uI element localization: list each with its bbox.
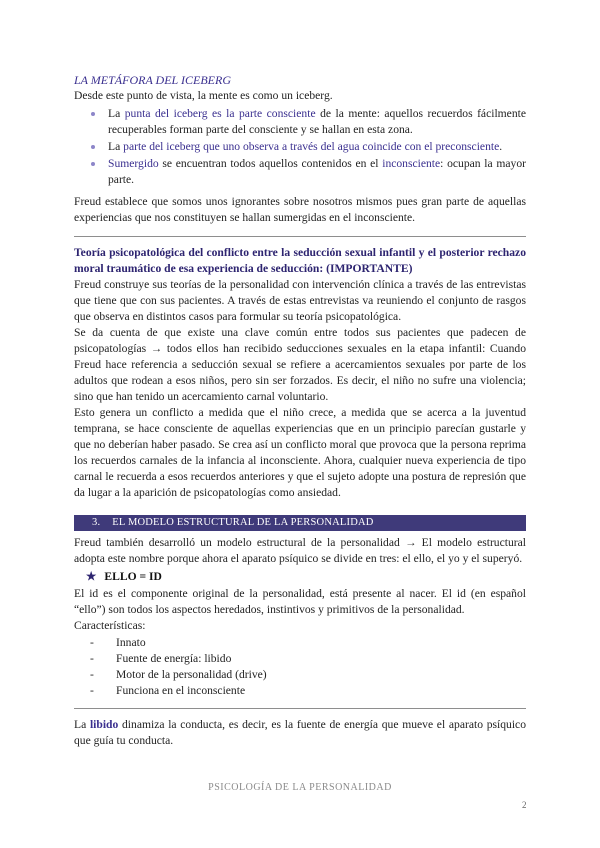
list-item: Sumergido se encuentran todos aquellos contenidos en el inconsciente: ocupan la mayor parte.: [74, 156, 526, 188]
paragraph: Se da cuenta de que existe una clave común entre todos sus pacientes que padecen de psicopatologías → todos ellos han recibido seducciones sexuales en la etapa infantil: Cuando Freud hace referencia a seducción sexual se refiere a acercamientos sexuales por parte de los adultos que rodean a esos niños, pero sin ser forzados. Es decir, el niño no sufre una violencia; sino que han tenido un acercamiento carnal voluntario.: [74, 326, 526, 403]
structural-model-intro: Freud también desarrolló un modelo estructural de la personalidad → El modelo estructural adopta este nombre porque ahora el aparato psíquico se divide en tres: el ello, el yo y el superyó.: [74, 536, 526, 565]
list-item: - Fuente de energía: libido: [90, 652, 232, 665]
iceberg-closing: Freud establece que somos unos ignorantes sobre nosotros mismos pues gran parte de aquellas experiencias que nos constituyen se hallan sumergidas en el inconsciente.: [74, 195, 526, 224]
features-label: Características:: [74, 619, 146, 632]
list-item: La punta del iceberg es la parte consciente de la mente: aquellos recuerdos fácilmente recuperables forman parte del consciente y se hallan en esta zona.: [74, 106, 526, 138]
highlight-text: punta del iceberg es la parte consciente: [124, 107, 316, 120]
star-icon: ★: [86, 570, 97, 583]
ello-heading: ★ ELLO = ID: [86, 570, 162, 583]
dash-icon: -: [90, 652, 94, 665]
highlight-text: parte del iceberg que uno observa a través del agua coincide con el preconsciente: [123, 140, 500, 153]
section-number: 3.: [92, 517, 101, 528]
highlight-text: inconsciente: [382, 157, 441, 170]
divider: [74, 708, 526, 709]
list-item: - Innato: [90, 636, 146, 649]
paragraph: Esto genera un conflicto a medida que el niño crece, a medida que se acerca a la juventud temprana, se hace consciente de aquellas experiencias que en un principio parecían gustarle y que no deberían haber pasado. Se crea así un conflicto moral que provoca que la persona reprima los recuerdos carnales de la infancia al inconsciente. Ahora, cualquier nueva experiencia de tipo carnal le recuerda a esos recuerdos anteriores y que el sujeto adopte una postura de represión que da lugar a la aparición de psicopatologías como ansiedad.: [74, 406, 526, 499]
dash-icon: -: [90, 668, 94, 681]
section-title: EL MODELO ESTRUCTURAL DE LA PERSONALIDAD: [112, 517, 374, 528]
page-footer: PSICOLOGÍA DE LA PERSONALIDAD: [208, 782, 392, 793]
iceberg-bullet-list: [74, 106, 526, 188]
seduction-theory-title: Teoría psicopatológica del conflicto entre la seducción sexual infantil y el posterior rechazo moral traumático de esa experiencia de seducción: (IMPORTANTE): [74, 246, 526, 275]
ello-description: El id es el componente original de la personalidad, está presente al nacer. El id (en español “ello”) son todos los aspectos heredados, instintivos y primitivos de la personalidad.: [74, 587, 526, 616]
divider: [74, 236, 526, 237]
iceberg-heading: LA METÁFORA DEL ICEBERG: [74, 73, 231, 87]
libido-term: libido: [89, 718, 119, 731]
libido-paragraph: La libido dinamiza la conducta, es decir, es la fuente de energía que mueve el aparato psíquico que guía tu conducta.: [74, 718, 526, 747]
bullet-dot-icon: [91, 112, 95, 116]
bullet-dot-icon: [91, 145, 95, 149]
bullet-dot-icon: [91, 162, 95, 166]
list-item: - Funciona en el inconsciente: [90, 684, 246, 697]
page-number: 2: [522, 800, 527, 810]
highlight-text: Sumergido: [108, 157, 159, 170]
section-heading-bar: [74, 515, 526, 531]
dash-icon: -: [90, 636, 94, 649]
page-content: [74, 72, 526, 749]
iceberg-intro: Desde este punto de vista, la mente es como un iceberg.: [74, 89, 333, 102]
list-item: - Motor de la personalidad (drive): [90, 668, 267, 681]
paragraph: Freud construye sus teorías de la personalidad con intervención clínica a través de las entrevistas que tiene que con sus pacientes. A través de estas entrevistas va reuniendo el conjunto de rasgos que observa en distintos casos para formular su teoría psicopatológica.: [74, 278, 526, 323]
list-item: La parte del iceberg que uno observa a través del agua coincide con el preconsciente.: [74, 139, 526, 155]
features-list: [74, 635, 526, 699]
dash-icon: -: [90, 684, 94, 697]
